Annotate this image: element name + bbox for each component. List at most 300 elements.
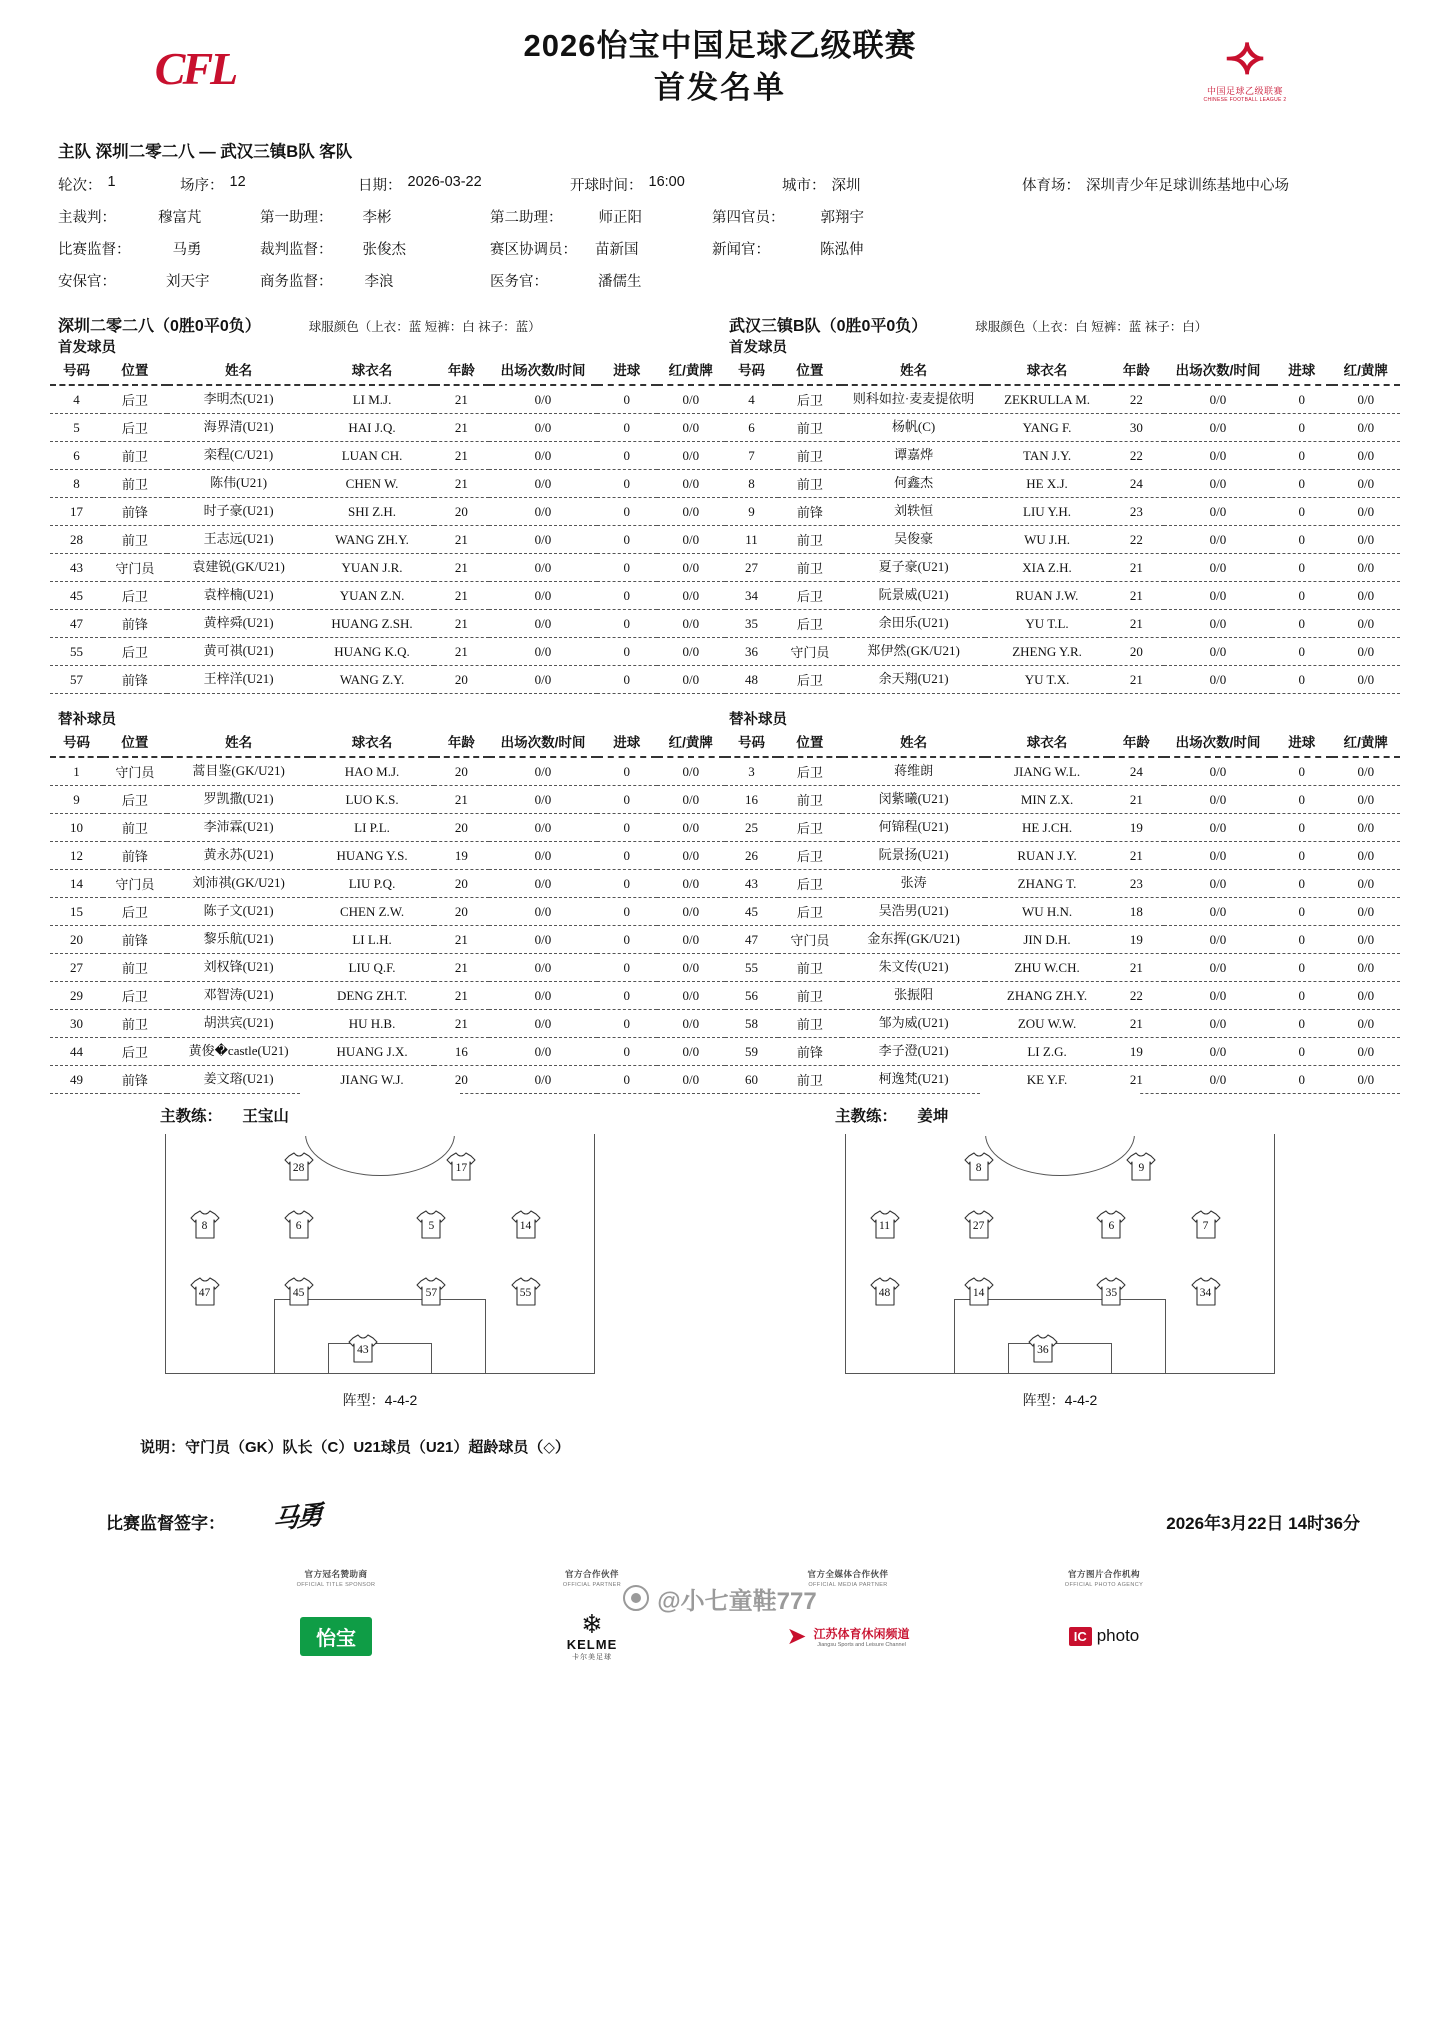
player-cards: 0/0 <box>1332 498 1400 526</box>
col-apps: 出场次数/时间 <box>1164 357 1272 385</box>
away-coach-name: 姜坤 <box>917 1108 949 1125</box>
player-goals: 0 <box>597 982 657 1010</box>
away-pitch <box>845 1134 1275 1374</box>
player-name: 杨帆(C) <box>842 414 985 442</box>
player-name: 陈子文(U21) <box>167 898 310 926</box>
player-number: 30 <box>50 1010 103 1038</box>
pitch-player-shirt-icon <box>282 1152 316 1182</box>
pitch-player-shirt-icon <box>1094 1210 1128 1240</box>
player-name: 海界清(U21) <box>167 414 310 442</box>
player-appearances: 0/0 <box>489 814 597 842</box>
player-number: 35 <box>725 610 778 638</box>
player-goals: 0 <box>597 554 657 582</box>
pitch-player-number: 8 <box>201 1220 208 1233</box>
official-value: 马勇 <box>172 242 202 258</box>
player-name: 邓智涛(U21) <box>167 982 310 1010</box>
pitch-player-shirt-icon <box>346 1334 380 1364</box>
league-logo <box>1150 27 1340 103</box>
pitch-player-number: 43 <box>357 1344 369 1357</box>
player-goals: 0 <box>1272 414 1332 442</box>
player-age: 21 <box>1109 1010 1164 1038</box>
player-appearances: 0/0 <box>1164 870 1272 898</box>
ic-mark-icon: IC <box>1069 1627 1092 1646</box>
player-age: 20 <box>434 1066 489 1094</box>
player-position: 前卫 <box>778 982 842 1010</box>
player-age: 21 <box>434 1010 489 1038</box>
weibo-icon <box>623 1585 649 1611</box>
home-banner-record: （0胜0平0负） <box>154 318 261 335</box>
player-goals: 0 <box>1272 898 1332 926</box>
player-goals: 0 <box>597 1010 657 1038</box>
player-name: 阮景扬(U21) <box>842 842 985 870</box>
player-goals: 0 <box>1272 954 1332 982</box>
table-row <box>50 757 725 786</box>
player-appearances: 0/0 <box>489 638 597 666</box>
player-age: 21 <box>434 582 489 610</box>
player-age: 22 <box>1109 385 1164 414</box>
player-appearances: 0/0 <box>489 666 597 694</box>
sponsor-caption-cn: 官方全媒体合作伙伴 <box>807 1569 889 1579</box>
page-title <box>290 25 1150 112</box>
pitch-player-shirt-icon <box>868 1210 902 1240</box>
signature-left <box>106 1497 321 1534</box>
home-pitch <box>165 1134 595 1374</box>
player-jersey-name: DENG ZH.T. <box>310 982 434 1010</box>
player-appearances: 0/0 <box>489 1066 597 1094</box>
player-age: 23 <box>1109 870 1164 898</box>
table-header-row <box>50 729 725 757</box>
player-appearances: 0/0 <box>1164 385 1272 414</box>
player-appearances: 0/0 <box>1164 1038 1272 1066</box>
pitch-player-number: 36 <box>1037 1344 1049 1357</box>
signature-handwriting: 马勇 <box>272 1500 322 1535</box>
col-jersey: 球衣名 <box>985 729 1109 757</box>
player-name: 胡洪宾(U21) <box>167 1010 310 1038</box>
official-value: 穆富芃 <box>158 210 202 226</box>
player-goals: 0 <box>1272 554 1332 582</box>
order-value: 12 <box>229 174 246 190</box>
player-position: 后卫 <box>778 898 842 926</box>
player-cards: 0/0 <box>657 982 725 1010</box>
player-name: 栾程(C/U21) <box>167 442 310 470</box>
player-number: 3 <box>725 757 778 786</box>
home-formation-value: 4-4-2 <box>384 1392 418 1408</box>
pitch-player-shirt-icon <box>1189 1210 1223 1240</box>
player-jersey-name: YU T.L. <box>985 610 1109 638</box>
player-jersey-name: HAI J.Q. <box>310 414 434 442</box>
player-jersey-name: SHI Z.H. <box>310 498 434 526</box>
official-value: 苗新国 <box>595 242 639 258</box>
official-value: 陈泓伸 <box>820 242 864 258</box>
away-formation-label: 阵型： <box>1022 1392 1065 1408</box>
player-number: 12 <box>50 842 103 870</box>
player-appearances: 0/0 <box>1164 470 1272 498</box>
player-position: 后卫 <box>778 385 842 414</box>
col-age: 年龄 <box>1109 729 1164 757</box>
player-appearances: 0/0 <box>1164 638 1272 666</box>
player-goals: 0 <box>1272 982 1332 1010</box>
player-cards: 0/0 <box>657 498 725 526</box>
away-subs-table-wrap <box>725 729 1400 1094</box>
title-line-1: 2026怡宝中国足球乙级联赛 <box>523 27 917 63</box>
sponsor-caption-cn: 官方冠名赞助商 <box>304 1569 368 1579</box>
player-age: 21 <box>1109 554 1164 582</box>
player-number: 14 <box>50 870 103 898</box>
player-jersey-name: CHEN Z.W. <box>310 898 434 926</box>
player-number: 27 <box>725 554 778 582</box>
player-jersey-name: KE Y.F. <box>985 1066 1109 1094</box>
player-goals: 0 <box>597 498 657 526</box>
title-line-2: 首发名单 <box>654 70 786 106</box>
player-jersey-name: JIANG W.J. <box>310 1066 434 1094</box>
official-value: 张俊杰 <box>362 242 406 258</box>
player-number: 7 <box>725 442 778 470</box>
table-row <box>725 385 1400 414</box>
player-position: 前锋 <box>103 842 167 870</box>
player-cards: 0/0 <box>1332 385 1400 414</box>
player-name: 黄梓舜(U21) <box>167 610 310 638</box>
player-number: 5 <box>50 414 103 442</box>
player-name: 郑伊然(GK/U21) <box>842 638 985 666</box>
city-label: 城市： <box>782 178 826 194</box>
player-age: 21 <box>434 414 489 442</box>
player-goals: 0 <box>597 842 657 870</box>
table-row <box>50 814 725 842</box>
player-jersey-name: LUAN CH. <box>310 442 434 470</box>
table-row <box>725 554 1400 582</box>
table-row <box>725 498 1400 526</box>
player-name: 姜文瑢(U21) <box>167 1066 310 1094</box>
player-name: 阮景威(U21) <box>842 582 985 610</box>
col-apps: 出场次数/时间 <box>1164 729 1272 757</box>
player-age: 21 <box>1109 666 1164 694</box>
pitch-player-number: 27 <box>972 1220 985 1233</box>
player-name: 柯逸梵(U21) <box>842 1066 985 1094</box>
player-appearances: 0/0 <box>1164 814 1272 842</box>
player-cards: 0/0 <box>657 442 725 470</box>
player-name: 黎乐航(U21) <box>167 926 310 954</box>
official-label: 第二助理： <box>490 210 563 226</box>
sponsor-caption-en: OFFICIAL TITLE SPONSOR <box>296 1582 376 1588</box>
official-field <box>58 206 260 227</box>
table-row <box>725 1010 1400 1038</box>
player-goals: 0 <box>597 442 657 470</box>
player-age: 21 <box>1109 1066 1164 1094</box>
player-name: 刘权锋(U21) <box>167 954 310 982</box>
player-age: 19 <box>1109 926 1164 954</box>
player-appearances: 0/0 <box>489 982 597 1010</box>
away-subs-body <box>725 757 1400 1094</box>
player-number: 16 <box>725 786 778 814</box>
table-row <box>50 442 725 470</box>
col-position: 位置 <box>103 729 167 757</box>
pitch-player-number: 45 <box>292 1286 305 1299</box>
player-name: 何鑫杰 <box>842 470 985 498</box>
player-appearances: 0/0 <box>1164 442 1272 470</box>
player-jersey-name: ZHANG ZH.Y. <box>985 982 1109 1010</box>
player-goals: 0 <box>597 926 657 954</box>
player-position: 前卫 <box>103 442 167 470</box>
official-label: 医务官： <box>490 274 548 290</box>
col-apps: 出场次数/时间 <box>489 729 597 757</box>
home-starters-table <box>50 357 725 694</box>
player-name: 闵紫曦(U21) <box>842 786 985 814</box>
home-formation-col <box>40 1134 720 1410</box>
player-position: 后卫 <box>778 610 842 638</box>
player-position: 前锋 <box>103 1066 167 1094</box>
table-row <box>725 1038 1400 1066</box>
player-age: 22 <box>1109 526 1164 554</box>
player-appearances: 0/0 <box>489 498 597 526</box>
pitch-player-number: 5 <box>428 1220 435 1233</box>
goal-area <box>1008 1343 1112 1373</box>
col-apps: 出场次数/时间 <box>489 357 597 385</box>
player-jersey-name: HUANG Z.SH. <box>310 610 434 638</box>
order-label: 场序： <box>180 178 224 194</box>
player-appearances: 0/0 <box>489 470 597 498</box>
col-goals: 进球 <box>1272 357 1332 385</box>
official-label: 商务监督： <box>260 274 333 290</box>
kelme-paw-icon: ❄ <box>581 1608 603 1639</box>
sponsor-caption-cn: 官方合作伙伴 <box>564 1569 619 1579</box>
pitch-player-number: 28 <box>292 1162 305 1175</box>
pitch-player-shirt-icon <box>962 1152 996 1182</box>
player-position: 前卫 <box>103 470 167 498</box>
player-appearances: 0/0 <box>1164 498 1272 526</box>
player-jersey-name: LIU P.Q. <box>310 870 434 898</box>
player-position: 守门员 <box>778 926 842 954</box>
player-appearances: 0/0 <box>1164 842 1272 870</box>
table-row <box>725 898 1400 926</box>
player-position: 后卫 <box>103 582 167 610</box>
player-cards: 0/0 <box>657 786 725 814</box>
player-cards: 0/0 <box>1332 898 1400 926</box>
player-age: 21 <box>434 385 489 414</box>
home-subs-table-wrap <box>50 729 725 1094</box>
player-name: 王志远(U21) <box>167 526 310 554</box>
official-label: 第一助理： <box>260 210 333 226</box>
pitch-player-number: 57 <box>425 1286 438 1299</box>
col-cards: 红/黄牌 <box>657 729 725 757</box>
player-position: 前卫 <box>778 1010 842 1038</box>
player-goals: 0 <box>1272 842 1332 870</box>
player-appearances: 0/0 <box>489 526 597 554</box>
player-age: 30 <box>1109 414 1164 442</box>
table-row <box>725 442 1400 470</box>
icphoto-logo-text: photo <box>1096 1626 1140 1645</box>
player-appearances: 0/0 <box>489 414 597 442</box>
player-cards: 0/0 <box>1332 1038 1400 1066</box>
col-goals: 进球 <box>1272 729 1332 757</box>
player-cards: 0/0 <box>1332 1066 1400 1094</box>
jstv-logo-text: 江苏体育休闲频道 <box>813 1626 910 1641</box>
away-starters-table-wrap <box>725 357 1400 694</box>
table-row <box>50 638 725 666</box>
player-age: 21 <box>434 954 489 982</box>
player-goals: 0 <box>597 1038 657 1066</box>
pitch-player-number: 14 <box>519 1220 532 1233</box>
player-jersey-name: HAO M.J. <box>310 757 434 786</box>
formation-diagrams <box>40 1134 1400 1410</box>
player-position: 前卫 <box>103 1010 167 1038</box>
player-age: 21 <box>434 982 489 1010</box>
official-field <box>58 270 260 291</box>
player-age: 21 <box>434 638 489 666</box>
table-row <box>725 870 1400 898</box>
player-age: 21 <box>434 610 489 638</box>
player-name: 时子豪(U21) <box>167 498 310 526</box>
pitch-player-shirt-icon <box>188 1277 222 1307</box>
table-row <box>50 526 725 554</box>
player-position: 后卫 <box>103 414 167 442</box>
player-appearances: 0/0 <box>489 926 597 954</box>
player-name: 余天翔(U21) <box>842 666 985 694</box>
player-cards: 0/0 <box>657 385 725 414</box>
player-goals: 0 <box>597 610 657 638</box>
col-name: 姓名 <box>842 729 985 757</box>
player-number: 59 <box>725 1038 778 1066</box>
player-cards: 0/0 <box>1332 870 1400 898</box>
player-position: 前锋 <box>778 1038 842 1066</box>
player-cards: 0/0 <box>1332 442 1400 470</box>
official-field <box>260 238 490 259</box>
table-row <box>50 1038 725 1066</box>
player-name: 王梓洋(U21) <box>167 666 310 694</box>
table-row <box>725 757 1400 786</box>
pitch-player-shirt-icon <box>509 1277 543 1307</box>
watermark-text: @小七童鞋777 <box>657 1587 817 1615</box>
player-cards: 0/0 <box>1332 757 1400 786</box>
official-field <box>260 206 490 227</box>
stadium-label: 体育场： <box>1022 178 1080 194</box>
official-label: 新闻官： <box>712 242 770 258</box>
player-number: 15 <box>50 898 103 926</box>
player-age: 24 <box>1109 757 1164 786</box>
table-row <box>50 842 725 870</box>
away-subs-label: 替补球员 <box>729 712 787 728</box>
table-row <box>725 842 1400 870</box>
away-banner-record: （0胜0平0负） <box>820 318 928 335</box>
player-jersey-name: YANG F. <box>985 414 1109 442</box>
player-jersey-name: WU H.N. <box>985 898 1109 926</box>
away-formation <box>1023 1390 1098 1410</box>
league-logo-icon: ⟢ <box>1225 27 1265 86</box>
kelme-logo-sub: 卡尔美足球 <box>572 1653 612 1661</box>
stadium-field <box>1022 174 1289 195</box>
player-goals: 0 <box>1272 442 1332 470</box>
player-jersey-name: HE J.CH. <box>985 814 1109 842</box>
player-appearances: 0/0 <box>1164 1010 1272 1038</box>
pitch-player-number: 55 <box>519 1286 532 1299</box>
player-name: 吴浩男(U21) <box>842 898 985 926</box>
signature-row <box>106 1497 1360 1534</box>
player-age: 19 <box>434 842 489 870</box>
table-row <box>50 786 725 814</box>
table-row <box>50 870 725 898</box>
legend-text: 说明：守门员（GK）队长（C）U21球员（U21）超龄球员（◇） <box>140 1439 570 1456</box>
player-number: 55 <box>50 638 103 666</box>
home-team-banner <box>58 313 729 336</box>
player-goals: 0 <box>1272 498 1332 526</box>
player-number: 27 <box>50 954 103 982</box>
player-goals: 0 <box>1272 470 1332 498</box>
player-appearances: 0/0 <box>1164 926 1272 954</box>
player-appearances: 0/0 <box>489 1010 597 1038</box>
player-name: 金东挥(GK/U21) <box>842 926 985 954</box>
table-header-row <box>50 357 725 385</box>
player-age: 21 <box>434 526 489 554</box>
player-goals: 0 <box>1272 1066 1332 1094</box>
away-starters-label: 首发球员 <box>729 340 787 356</box>
col-age: 年龄 <box>434 729 489 757</box>
player-goals: 0 <box>1272 814 1332 842</box>
player-number: 6 <box>50 442 103 470</box>
player-age: 21 <box>434 554 489 582</box>
sponsor-caption-en: OFFICIAL MEDIA PARTNER <box>808 1582 888 1588</box>
player-jersey-name: MIN Z.X. <box>985 786 1109 814</box>
player-cards: 0/0 <box>1332 814 1400 842</box>
pitch-player-number: 17 <box>455 1162 468 1175</box>
player-name: 黄可祺(U21) <box>167 638 310 666</box>
player-jersey-name: LIU Q.F. <box>310 954 434 982</box>
subs-headings <box>58 708 1400 729</box>
player-jersey-name: ZHANG T. <box>985 870 1109 898</box>
col-position: 位置 <box>778 357 842 385</box>
player-position: 后卫 <box>103 1038 167 1066</box>
col-number: 号码 <box>725 729 778 757</box>
player-cards: 0/0 <box>1332 666 1400 694</box>
pitch-player-number: 34 <box>1199 1286 1212 1299</box>
player-cards: 0/0 <box>1332 526 1400 554</box>
player-jersey-name: JIANG W.L. <box>985 757 1109 786</box>
player-goals: 0 <box>597 786 657 814</box>
player-position: 守门员 <box>103 870 167 898</box>
player-jersey-name: LUO K.S. <box>310 786 434 814</box>
player-age: 21 <box>1109 786 1164 814</box>
player-jersey-name: CHEN W. <box>310 470 434 498</box>
col-name: 姓名 <box>167 729 310 757</box>
order-field <box>180 174 358 195</box>
player-name: 黄永苏(U21) <box>167 842 310 870</box>
col-name: 姓名 <box>842 357 985 385</box>
player-appearances: 0/0 <box>1164 757 1272 786</box>
pitch-player-shirt-icon <box>868 1277 902 1307</box>
player-goals: 0 <box>597 898 657 926</box>
player-appearances: 0/0 <box>1164 554 1272 582</box>
player-position: 后卫 <box>103 385 167 414</box>
player-goals: 0 <box>1272 638 1332 666</box>
player-goals: 0 <box>1272 1010 1332 1038</box>
player-age: 20 <box>434 666 489 694</box>
player-position: 前卫 <box>778 786 842 814</box>
player-appearances: 0/0 <box>1164 414 1272 442</box>
pitch-player-shirt-icon <box>1026 1334 1060 1364</box>
signature-label: 比赛监督签字： <box>106 1514 225 1533</box>
player-age: 16 <box>434 1038 489 1066</box>
city-field <box>782 174 1022 195</box>
player-cards: 0/0 <box>657 610 725 638</box>
pitch-player-shirt-icon <box>282 1210 316 1240</box>
player-cards: 0/0 <box>1332 926 1400 954</box>
player-appearances: 0/0 <box>1164 898 1272 926</box>
player-age: 24 <box>1109 470 1164 498</box>
kickoff-value: 16:00 <box>648 174 685 190</box>
table-row <box>50 470 725 498</box>
player-appearances: 0/0 <box>489 442 597 470</box>
pitch-player-number: 48 <box>878 1286 891 1299</box>
player-jersey-name: JIN D.H. <box>985 926 1109 954</box>
player-cards: 0/0 <box>1332 982 1400 1010</box>
